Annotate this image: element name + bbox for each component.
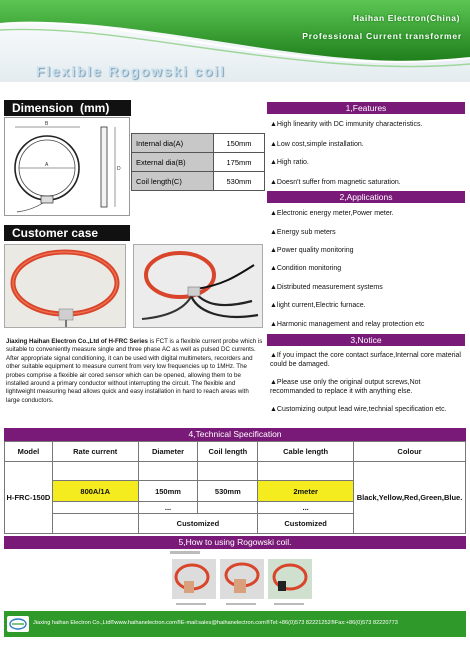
- table-header-row: [5, 442, 466, 462]
- list-item: ▲Customizing output lead wire,technial specification etc.: [270, 406, 447, 413]
- footer-contact: Jiaxing haihan Electron Co.,Ltd®www.haihanelectron.com®E-mail:sales@haihanelectron.com®Tel:+86(0)573 82221252®Fax:+86(0)573 82220773: [33, 620, 398, 626]
- cable-length-cell: 2meter: [258, 481, 354, 502]
- table-row: [132, 172, 265, 191]
- list-item: ▲If you impact the core contact surface,Internal core material could be damaged.: [270, 352, 461, 368]
- howto-heading: 5,How to using Rogowski coil.: [4, 536, 466, 549]
- list-item: ▲Low cost,simple installation.: [270, 141, 364, 148]
- col-header: Model: [5, 442, 53, 462]
- col-header: Cable length: [258, 442, 354, 462]
- diameter-cell: 150mm: [138, 481, 198, 502]
- product-description: [6, 338, 264, 405]
- list-item: ▲High linearity with DC immunity characteristics.: [270, 121, 423, 128]
- list-item: ▲Please use only the original output screws,Not recommanded to replace it with anything else.: [270, 379, 421, 395]
- dimension-drawing: [4, 117, 130, 216]
- notice-heading: 3,Notice: [267, 334, 465, 346]
- product-photo-cables: [133, 244, 263, 328]
- list-item: ▲Electronic energy meter,Power meter.: [270, 210, 394, 217]
- features-heading: 1,Features: [267, 102, 465, 114]
- dimension-table: [131, 133, 265, 191]
- table-row: [132, 153, 265, 172]
- product-photo-coil: [4, 244, 126, 328]
- drawing-label-b: B: [45, 121, 49, 127]
- dim-label: Internal dia(A): [132, 134, 214, 153]
- dim-label: External dia(B): [132, 153, 214, 172]
- list-item: ▲Energy sub meters: [270, 229, 336, 236]
- list-item: ▲High ratio.: [270, 159, 309, 166]
- header-company: Haihan Electron(China): [352, 13, 460, 23]
- drawing-label-d: D: [117, 166, 121, 172]
- applications-heading: 2,Applications: [267, 191, 465, 203]
- col-header: Coil length: [198, 442, 258, 462]
- col-header: Rate current: [52, 442, 138, 462]
- howto-illustration: [166, 551, 316, 611]
- list-item: ▲Distributed measurement systems: [270, 284, 383, 291]
- model-cell: H-FRC-150D: [5, 462, 53, 534]
- spec-table: [4, 441, 466, 534]
- dim-value: 530mm: [214, 172, 265, 191]
- list-item: ▲Condition monitoring: [270, 265, 342, 272]
- list-item: ▲Harmonic management and relay protection etc: [270, 321, 425, 328]
- cable-length-more: ...: [258, 502, 354, 514]
- dimension-heading: Dimension (mm): [4, 100, 131, 116]
- rate-current-cell: 800A/1A: [52, 481, 138, 502]
- page-footer: [4, 611, 466, 637]
- col-header: Diameter: [138, 442, 198, 462]
- colour-cell: Black,Yellow,Red,Green,Blue.: [354, 462, 466, 534]
- diameter-more: ...: [138, 502, 198, 514]
- header-tagline: Professional Current transformer: [302, 31, 462, 41]
- table-row: [132, 134, 265, 153]
- table-row: [5, 462, 466, 481]
- coil-length-cell: 530mm: [198, 481, 258, 502]
- company-logo: [7, 616, 29, 632]
- list-item: ▲light current,Electric furnace.: [270, 302, 366, 309]
- page-title: Flexible Rogowski coil: [36, 63, 226, 79]
- customer-case-heading: Customer case: [4, 225, 130, 241]
- spec-heading: 4,Technical Specification: [4, 428, 466, 441]
- dim-value: 150mm: [214, 134, 265, 153]
- page-header: [0, 0, 470, 82]
- customized-cable-cell: Customized: [258, 514, 354, 534]
- list-item: ▲Doesn't suffer from magnetic saturation.: [270, 179, 401, 186]
- list-item: ▲Power quality monitoring: [270, 247, 354, 254]
- description-lead: Jiaxing Haihan Electron Co.,Ltd of H-FRC Series: [6, 338, 148, 345]
- col-header: Colour: [354, 442, 466, 462]
- description-body: is FCT is a flexible current probe which is suitable to conveniently measure single and three phase AC as well as pulsed DC currents. After appropriate signal conditioning, it can be used with digital multimeters, recorders and other suitable equipment to measure current from very low frequencies up to 1MHz. The probes comprise a flexible air cored sensor which can be opened, allowing them to be installed around a primary conductor without interrupting the circuit. The flexible and lightweight measuring head allows quick and easy installation in hard to reach areas with large conductors.: [6, 338, 263, 404]
- drawing-label-a: A: [45, 162, 49, 168]
- dim-value: 175mm: [214, 153, 265, 172]
- customized-cell: Customized: [138, 514, 258, 534]
- dim-label: Coil length(C): [132, 172, 214, 191]
